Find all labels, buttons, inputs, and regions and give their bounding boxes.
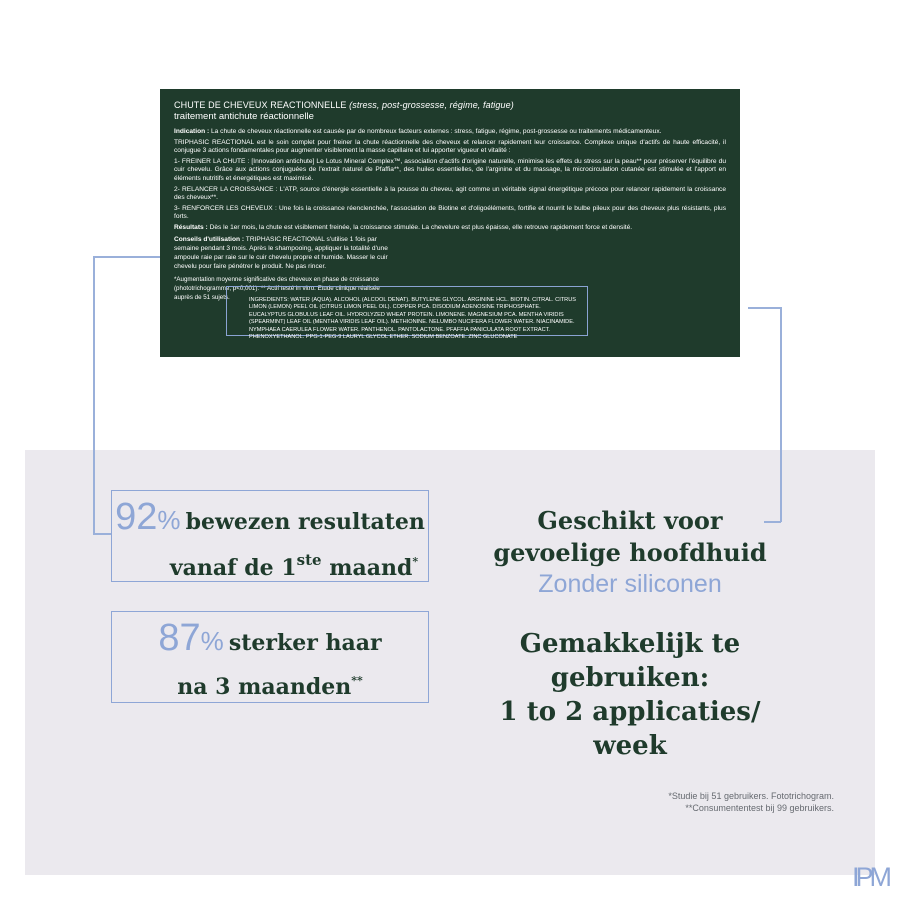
indication-label: Indication : (174, 128, 210, 135)
label-title-sub: (stress, post-grossesse, régime, fatigue) (349, 100, 514, 110)
label-title (174, 100, 726, 111)
claim1-line3: Zonder siliconen (538, 570, 722, 598)
results (174, 224, 726, 233)
label-body (174, 128, 726, 233)
step-2-text: 2- RELANCER LA CROISSANCE : L'ATP, source d'énergie essentielle à la pousse du cheveu, agit comme un véritable signal énergétique précoce pour relancer rapidement la croissance des cheveux**. (174, 185, 726, 202)
stat-87-mark: ** (351, 674, 363, 687)
stat-92-text-a: bewezen resultaten (185, 509, 425, 535)
claim1-line1: Geschikt voor (537, 506, 723, 535)
stat-87-number: 87 (158, 617, 201, 659)
footnote-1: *Studie bij 51 gebruikers. Fototrichogram. (668, 791, 834, 801)
footnote-2: **Consumententest bij 99 gebruikers. (685, 803, 834, 813)
connector-left-horizontal (93, 256, 160, 258)
claim-sensitive-scalp (470, 505, 790, 599)
claim2-line3: week (593, 731, 667, 761)
results-text: Dès le 1er mois, la chute est visiblement freinée, la croissance stimulée. La chevelure est plus épaisse, elle retrouve rapidement force et densité. (209, 223, 633, 231)
stat-92-text-c: maand (321, 555, 413, 581)
connector-right-horizontal (748, 307, 781, 309)
step-1-text: 1- FREINER LA CHUTE : [Innovation antichute] Le Lotus Mineral Complex™, association d'actifs d'origine naturelle, minimise les effets du stress sur la peau** pour préserver l'équilibre du cuir chevelu. Grâce aux actions conjuguées de l'extrait naturel de Pfaffia**, des huiles essentielles, de l'arginine et du massage, la microcirculation cutanée est stimulée et l'apport en éléments nutritifs et énergétiques est maximisé. (174, 157, 726, 182)
stat-92-mark: * (412, 555, 419, 568)
stat-box-87 (111, 611, 429, 703)
stat-92-number: 92 (115, 496, 158, 538)
connector-left-foot (93, 533, 112, 535)
ingredients-text: INGREDIENTS: WATER (AQUA). ALCOHOL (ALCOOL DENAT). BUTYLENE GLYCOL. ARGININE HCL. BIOTIN. CITRAL. CITRUS LIMON (LEMON) PEEL OIL (CITRUS LIMON PEEL OIL). COPPER PCA. DISODIUM ADENOSINE TRIPHOSPHATE. EUCALYPTUS GLOBULUS LEAF OIL. HYDROLYZED WHEAT PROTEIN. LIMONENE. MAGNESIUM PCA. MENTHA VIRIDIS (SPEARMINT) LEAF OIL (MENTHA VIRIDIS LEAF OIL). METHIONINE. NELUMBO NUCIFERA FLOWER WATER. NIACINAMIDE. NYMPHAEA CAERULEA FLOWER WATER. PANTHENOL. PANTOLACTONE. PFAFFIA PANICULATA ROOT EXTRACT. PHENOXYETHANOL. PPG-1-PEG-9 LAURYL GLYCOL ETHER. SODIUM BENZOATE. ZINC GLUCONATE (249, 297, 576, 341)
stat-box-92 (111, 490, 429, 582)
claim2-line1: Gemakkelijk te gebruiken: (519, 629, 741, 693)
advice-text: TRIPHASIC REACTIONAL s'utilise 1 fois par semaine pendant 3 mois. Après le shampooing, appliquer la totalité d'une ampoule raie par raie sur le cuir chevelu propre et humide. Masser le cuir chevelu pour faire pénétrer le produit. Ne pas rincer. (174, 235, 388, 270)
stat-92-percent: % (157, 505, 181, 535)
indication-text: La chute de cheveux réactionnelle est causée par de nombreux facteurs externes : stress, fatigue, régime, post-grossesse ou traitements médicamenteux. (211, 128, 662, 135)
stat-92-text-b: vanaf de 1 (169, 555, 297, 581)
advice-label: Conseils d'utilisation : (174, 235, 245, 243)
label-subtitle: traitement antichute réactionnelle (174, 111, 314, 122)
step-3-text: 3- RENFORCER LES CHEVEUX : Une fois la croissance réenclenchée, l'association de Biotine et d'oligoéléments, fortifie et nourrit le bulbe pileux pour des cheveux plus résistants, plus forts. (174, 204, 726, 221)
stat-87-line2 (112, 665, 428, 703)
stat-87-text-a: sterker haar (228, 630, 382, 656)
stat-92-sup: ste (296, 551, 322, 569)
claim2-line2: 1 to 2 applicaties/ (499, 697, 761, 727)
ipm-logo: IPM (852, 862, 889, 892)
ingredients-box (226, 286, 588, 341)
connector-right-vertical (780, 307, 782, 522)
connector-left-vertical (93, 256, 95, 534)
stat-87-percent: % (200, 626, 224, 656)
results-label: Résultats : (174, 223, 208, 231)
label-footnote: *Augmentation moyenne significative des cheveux en phase de croissance (phototrichogramme, p<0,001). ** Actif testé in vitro. Etude clinique réalisée auprès de 51 sujets. (174, 275, 380, 301)
intro-text: TRIPHASIC REACTIONAL est le soin complet pour freiner la chute réactionnelle des cheveux et relancer rapidement leur croissance. Complexe unique d'actifs de haute efficacité, il conjugue 3 actions fondamentales pour augmenter visiblement la masse capillaire et lui apporter vigueur et vitalité : (174, 138, 726, 155)
claim-easy-use (445, 627, 815, 763)
label-title-main: CHUTE DE CHEVEUX REACTIONNELLE (174, 100, 347, 110)
stat-87-text-b: na 3 maanden (177, 674, 352, 700)
stat-92-line2 (112, 544, 428, 584)
stat-92-line1 (112, 497, 428, 544)
indication (174, 128, 726, 137)
claim1-line2: gevoelige hoofdhuid (493, 538, 767, 567)
footnotes (668, 790, 834, 814)
stat-87-line1 (112, 618, 428, 665)
